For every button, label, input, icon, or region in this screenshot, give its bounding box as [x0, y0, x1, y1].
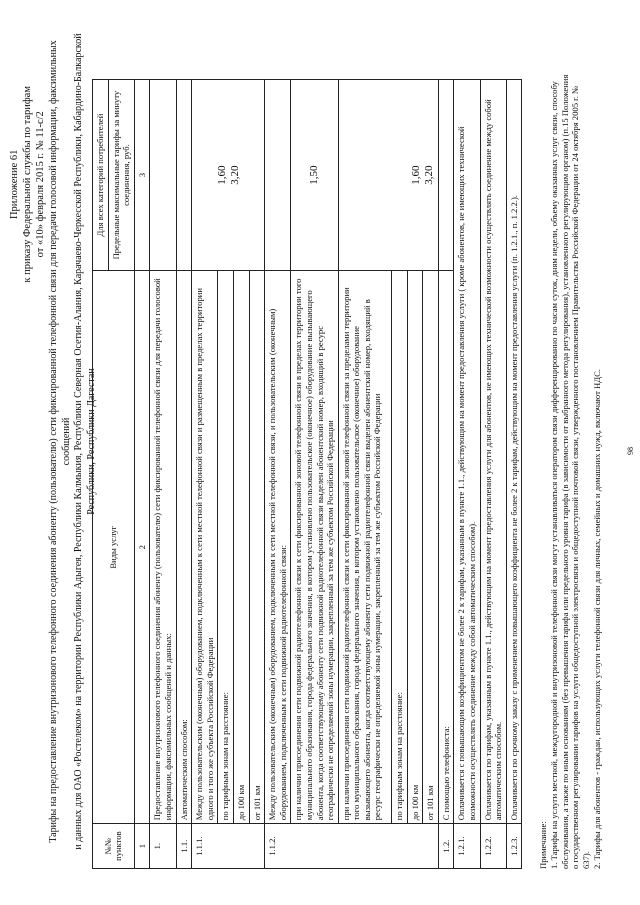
- colnum-1: 1: [134, 824, 150, 869]
- document-title: [48, 20, 98, 863]
- row-value-group: [338, 80, 438, 271]
- appendix-line-2: к приказу Федеральной службы по тарифам: [22, 86, 33, 283]
- page-number: 98: [626, 447, 635, 455]
- row-number: 1.: [150, 824, 176, 869]
- table-row: [150, 80, 176, 869]
- row-value: 3,20: [229, 165, 242, 185]
- table-row: [438, 80, 454, 869]
- row-text: до 100 км: [407, 271, 423, 824]
- note-2: 2. Тарифы для абонентов - граждан, использующих услуги телефонной связи для личных, семейных и домашних нужд, включают НДС.: [591, 369, 602, 869]
- row-text: по тарифным зонам на расстояние:: [392, 271, 408, 824]
- tariff-table: [92, 79, 522, 869]
- row-text: по тарифным зонам на расстояние:: [218, 271, 234, 824]
- appendix-line-1: Приложение 61: [9, 149, 20, 220]
- table-row: [176, 80, 192, 869]
- row-value: 3,20: [422, 165, 435, 185]
- title-line-1: Тарифы на предоставление внутризонового телефонного соединения абоненту (пользователю) сети фиксированной телефонной связи для передачи голосовой информации, факсимильных сообщений: [48, 40, 72, 843]
- table-row: [265, 80, 291, 869]
- row-number: 1.1.: [176, 824, 192, 869]
- header-all-consumers: Для всех категорий потребителей: [93, 80, 109, 271]
- row-text: до 100 км: [233, 271, 249, 824]
- row-value: [176, 80, 192, 271]
- note-1: 1. Тарифы на услуги местной, междугородной и внутризоновой телефонной связи могут устанавливаться оператором связи дифференцированно по часам суток, дням недели, объему оказанных услуг связи, способу обслуживания, а также по иным основаниям (без превышения тарифа или предельного уровня тарифа (в зависимости от выбранного метода регулирования), установленного регулирующим органом) (п.15 Положения о государственном регулировании тарифов на услуги общедоступной электросвязи и общедоступной почтовой связи, утвержденного постановлением Правительства Российской Федерации от 24 октября 2005 г. № 637).: [548, 74, 592, 869]
- row-value: 1,60: [216, 165, 229, 185]
- row-text: при наличии присоединения сети подвижной радиотелефонной связи к сети фиксированной зоновой телефонной связи за пределами территории того муниципального образования, города федерального значения, в котором установлено пользовательское (оконечное) оборудование вызывающего абонента, когда соответствующему абоненту сети подвижной радиотелефонной связи выделен абонентский номер, входящий в ресурс географически не определяемой зоны нумерации, закрепленный за тем же субъектом Российской Федерации: [338, 271, 391, 824]
- row-number: 1.2.: [438, 824, 454, 869]
- row-number: 1.2.2.: [480, 824, 506, 869]
- row-text: от 101 км: [423, 271, 439, 824]
- notes: [538, 69, 603, 869]
- row-text: С помощью телефониста:: [438, 271, 454, 824]
- appendix-header: [8, 86, 47, 283]
- row-value: 1,50: [291, 80, 338, 271]
- appendix-line-3: от «10» февраля 2015 г. № 11-с/2: [35, 111, 46, 258]
- title-line-2: и данных для ОАО «Ростелеком» на территории Республики Адыгея, Республики Калмыкия, Республики Северная Осетия-Алания, Карачаево-Черкесской Республики, Кабардино-Балкарской: [73, 33, 84, 850]
- table-row: [480, 80, 506, 869]
- row-text: Оплачивается с повышающим коэффициентом не более 2 к тарифам, указанным в пункте 1.1., действующим на момент предоставления услуги ( кроме абонентов, не имеющих технической возможности осуществлять соединение между собой автоматическим способом).: [454, 80, 480, 824]
- table-row: [291, 80, 338, 869]
- row-value-group: [192, 80, 265, 271]
- row-text: Между пользовательским (оконечным) оборудованием, подключенным к сети местной телефонной связи, и пользовательским (оконечным) оборудованием, подключенным к сети подвижной радиотелефонной связи:: [265, 271, 291, 824]
- row-text: Предоставление внутризонового телефонного соединения абоненту (пользователю) сети фиксированной телефонной связи для передачи голосовой информации, факсимильных сообщений и данных:: [150, 271, 176, 824]
- row-value: [265, 80, 291, 271]
- colnum-3: 3: [134, 80, 150, 271]
- table-row: [454, 80, 480, 869]
- table-row: [506, 80, 522, 869]
- title-line-3: Республики, Республики Дагестан: [85, 368, 97, 515]
- row-text: Оплачивается по срочному заказу с применением повышающего коэффициента не более 2 к тарифам, действующим на момент предоставления услуги (п. 1.2.1., п. 1.2.2.).: [506, 80, 522, 824]
- row-number: 1.2.3.: [506, 824, 522, 869]
- row-value: [150, 80, 176, 271]
- header-number: №№ пунктов: [93, 824, 135, 869]
- colnum-2: 2: [134, 271, 150, 824]
- header-max-tariff: Предельные максимальные тарифы за минуту соединения, руб.: [108, 80, 134, 271]
- row-value: 1,60: [409, 165, 422, 185]
- row-value: [438, 80, 454, 271]
- row-text: Оплачивается по тарифам, указанным в пункте 1.1., действующим на момент предоставления услуги для абонентов, не имеющих технической возможности осуществлять соединение между собой автоматическим способом.: [480, 80, 506, 824]
- row-number: 1.1.1.: [192, 824, 265, 869]
- table-row: [192, 80, 218, 869]
- table-row: [338, 80, 391, 869]
- row-number: 1.1.2.: [265, 824, 439, 869]
- row-number: 1.2.1.: [454, 824, 480, 869]
- row-text: Автоматическим способом:: [176, 271, 192, 824]
- header-services: Виды услуг: [93, 271, 135, 824]
- row-text: при наличии присоединения сети подвижной радиотелефонной связи к сети фиксированной зоновой телефонной связи в пределах территории того муниципального образования, города федерального значения, в котором установлено пользовательское (оконечное) оборудование вызывающего абонента, когда соответствующему абоненту сети подвижной радиотелефонной связи выделен абонентский номер, входящий в ресурс географически не определяемой зоны нумерации, закрепленный за тем же субъектом Российской Федерации: [291, 271, 338, 824]
- row-text: Между пользовательским (оконечным) оборудованием, подключенным к сети местной телефонной связи и размещенным в пределах территории одного и того же субъекта Российской Федерации: [192, 271, 218, 824]
- row-text: от 101 км: [249, 271, 265, 824]
- notes-heading: Примечание:: [538, 821, 548, 869]
